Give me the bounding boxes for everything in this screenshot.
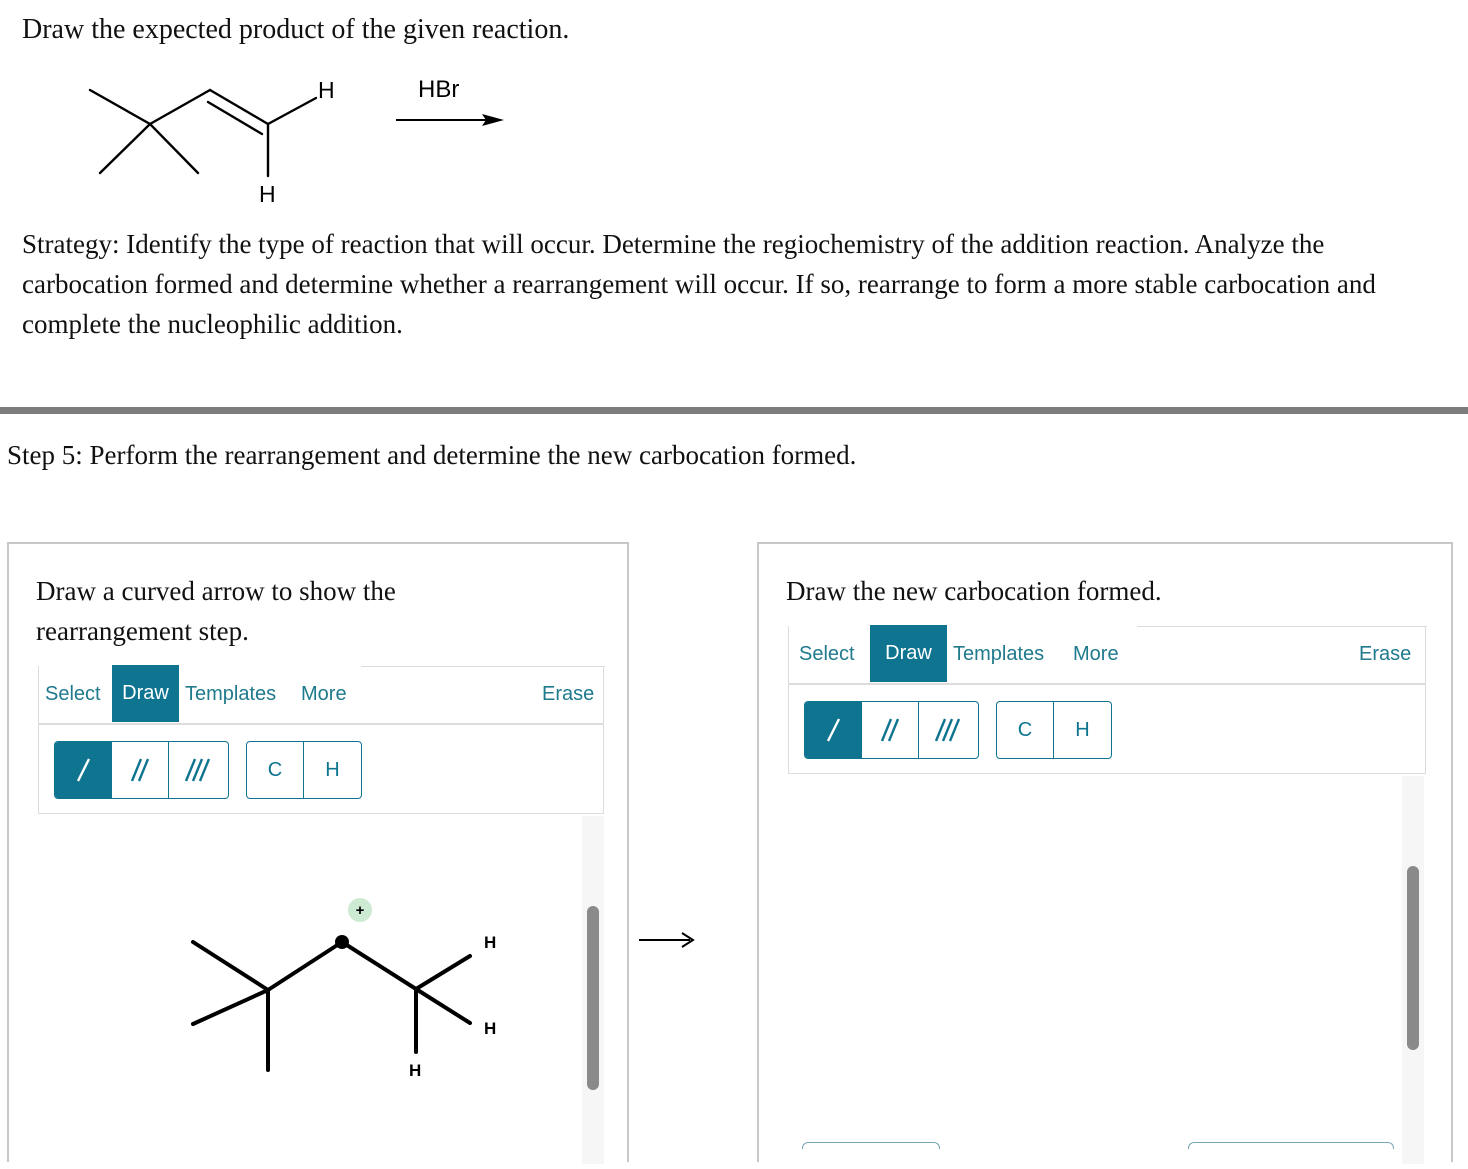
right-templates-tab[interactable]: Templates [953, 643, 1045, 665]
single-bond-icon [70, 755, 96, 785]
left-erase-button[interactable]: Erase [542, 683, 595, 705]
reagent-label: HBr [418, 76, 460, 103]
bond [193, 990, 268, 1024]
bond [342, 942, 416, 989]
single-bond-button[interactable] [805, 702, 862, 758]
triple-bond-button[interactable] [169, 742, 226, 798]
left-drawing-canvas[interactable] [38, 816, 604, 1164]
right-drawing-canvas[interactable] [788, 776, 1426, 1164]
bond [268, 942, 342, 990]
triple-bond-button[interactable] [919, 702, 976, 758]
left-panel-prompt: Draw a curved arrow to show the rearrangement step. [36, 576, 396, 646]
atom-label-h: H [484, 1019, 497, 1038]
left-draw-tab[interactable]: Draw [112, 665, 179, 722]
triple-bond-icon [183, 755, 213, 785]
right-erase-button[interactable]: Erase [1359, 643, 1412, 665]
step-title: Step 5: Perform the rearrangement and determine the new carbocation formed. [7, 440, 857, 470]
cation-carbon[interactable] [335, 935, 349, 949]
reaction-scheme [0, 60, 560, 210]
double-bond [208, 102, 262, 134]
strategy-text: Strategy: Identify the type of reaction that will occur. Determine the regiochemistry of the addition reaction. Analyze the carbocation formed and determine whether a rearrangement will occur. If so, rearrange to form a more stable carbocation and complete the nucleophilic addition. [22, 229, 1376, 339]
reaction-arrow [396, 114, 504, 126]
reaction-arrow-between-panels [636, 926, 700, 954]
left-atom-buttons [246, 741, 362, 799]
bond [416, 956, 470, 989]
atom-label-h: H [484, 933, 497, 952]
right-tool-bar [788, 684, 1426, 774]
right-draw-tab[interactable]: Draw [870, 625, 947, 682]
right-more-tab[interactable]: More [1073, 643, 1119, 665]
double-bond-icon [127, 755, 153, 785]
carbon-atom-button[interactable]: C [997, 702, 1054, 758]
right-drawing-panel [757, 542, 1453, 1162]
double-bond-button[interactable] [112, 742, 169, 798]
bond [268, 98, 316, 124]
left-templates-tab[interactable]: Templates [185, 683, 277, 705]
bond [90, 90, 150, 124]
bond [150, 124, 198, 173]
right-bond-buttons [804, 701, 979, 759]
left-bond-buttons [54, 741, 229, 799]
atom-label-h-top: H [318, 77, 335, 103]
right-scrollbar-thumb[interactable] [1407, 866, 1419, 1050]
double-bond-button[interactable] [862, 702, 919, 758]
right-atom-buttons [996, 701, 1112, 759]
left-tool-bar [38, 724, 604, 814]
left-toolbar [38, 666, 604, 724]
section-divider [0, 407, 1468, 414]
single-bond-button[interactable] [55, 742, 112, 798]
right-toolbar [788, 626, 1426, 684]
right-select-tab[interactable]: Select [799, 643, 855, 665]
atom-label-h: H [409, 1061, 422, 1080]
carbon-atom-button[interactable]: C [247, 742, 304, 798]
question-text: Draw the expected product of the given reaction. [22, 14, 570, 45]
atom-label-h-bottom: H [259, 181, 276, 207]
hydrogen-atom-button[interactable]: H [1075, 718, 1090, 741]
bond [193, 942, 268, 990]
bond [416, 989, 470, 1023]
left-more-tab[interactable]: More [301, 683, 347, 705]
carbocation-molecule[interactable] [38, 816, 508, 1164]
charge-symbol: + [355, 902, 365, 919]
bond [100, 124, 150, 173]
hydrogen-atom-button[interactable]: H [325, 758, 340, 781]
left-drawing-panel [7, 542, 629, 1162]
double-bond-icon [877, 715, 903, 745]
right-panel-prompt: Draw the new carbocation formed. [786, 576, 1162, 606]
triple-bond-icon [933, 715, 963, 745]
single-bond-icon [820, 715, 846, 745]
bond [150, 90, 210, 124]
left-scrollbar-thumb[interactable] [587, 906, 599, 1090]
left-select-tab[interactable]: Select [45, 683, 101, 705]
